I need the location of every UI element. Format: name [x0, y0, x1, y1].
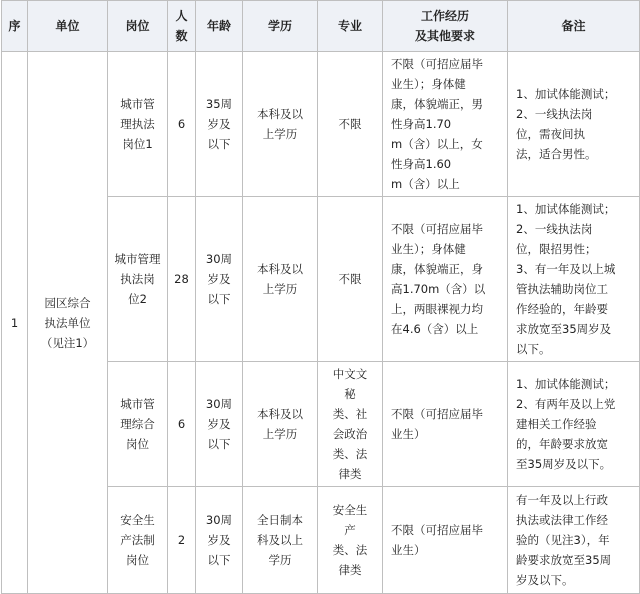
header-seq: 序 [2, 1, 28, 52]
count-cell: 28 [168, 197, 196, 362]
note-cell: 1、加试体能测试； 2、一线执法岗 位，限招男性； 3、有一年及以上城 管执法辅助岗位工 作经验的，年龄要 求放宽至35周岁及 以下。 [508, 197, 640, 362]
education-cell: 本科及以 上学历 [243, 362, 318, 487]
major-cell: 中文文 秘 类、社 会政治 类、法 律类 [318, 362, 383, 487]
header-education: 学历 [243, 1, 318, 52]
count-cell: 6 [168, 52, 196, 197]
age-cell: 30周 岁及 以下 [196, 197, 243, 362]
post-cell: 安全生 产法制 岗位 [108, 487, 168, 594]
major-cell: 安全生 产 类、法 律类 [318, 487, 383, 594]
header-experience: 工作经历 及其他要求 [383, 1, 508, 52]
header-count: 人 数 [168, 1, 196, 52]
age-cell: 30周 岁及 以下 [196, 362, 243, 487]
education-cell: 本科及以 上学历 [243, 197, 318, 362]
age-cell: 35周 岁及 以下 [196, 52, 243, 197]
unit-cell: 园区综合 执法单位 （见注1） [28, 52, 108, 594]
experience-cell: 不限（可招应届毕 业生） [383, 362, 508, 487]
post-cell: 城市管理 执法岗 位2 [108, 197, 168, 362]
header-row [2, 1, 640, 52]
education-cell: 全日制本 科及以上 学历 [243, 487, 318, 594]
post-cell: 城市管 理综合 岗位 [108, 362, 168, 487]
note-cell: 1、加试体能测试； 2、有两年及以上党 建相关工作经验 的，年龄要求放宽 至35周岁及以下。 [508, 362, 640, 487]
experience-cell: 不限（可招应届毕 业生）；身体健 康，体貌端正，男 性身高1.70 m（含）以上，女 性身高1.60 m（含）以上 [383, 52, 508, 197]
header-major: 专业 [318, 1, 383, 52]
seq-cell: 1 [2, 52, 28, 594]
experience-cell: 不限（可招应届毕 业生）；身体健 康，体貌端正，身 高1.70m（含）以 上，两眼裸视力均 在4.6（含）以上 [383, 197, 508, 362]
note-cell: 1、加试体能测试； 2、一线执法岗 位，需夜间执 法，适合男性。 [508, 52, 640, 197]
header-age: 年龄 [196, 1, 243, 52]
major-cell: 不限 [318, 52, 383, 197]
header-unit: 单位 [28, 1, 108, 52]
education-cell: 本科及以 上学历 [243, 52, 318, 197]
experience-cell: 不限（可招应届毕 业生） [383, 487, 508, 594]
count-cell: 6 [168, 362, 196, 487]
age-cell: 30周 岁及 以下 [196, 487, 243, 594]
table-row [2, 52, 640, 197]
header-post: 岗位 [108, 1, 168, 52]
recruitment-table [1, 0, 640, 594]
header-note: 备注 [508, 1, 640, 52]
post-cell: 城市管 理执法 岗位1 [108, 52, 168, 197]
count-cell: 2 [168, 487, 196, 594]
major-cell: 不限 [318, 197, 383, 362]
note-cell: 有一年及以上行政 执法或法律工作经 验的（见注3），年 龄要求放宽至35周 岁及以下。 [508, 487, 640, 594]
